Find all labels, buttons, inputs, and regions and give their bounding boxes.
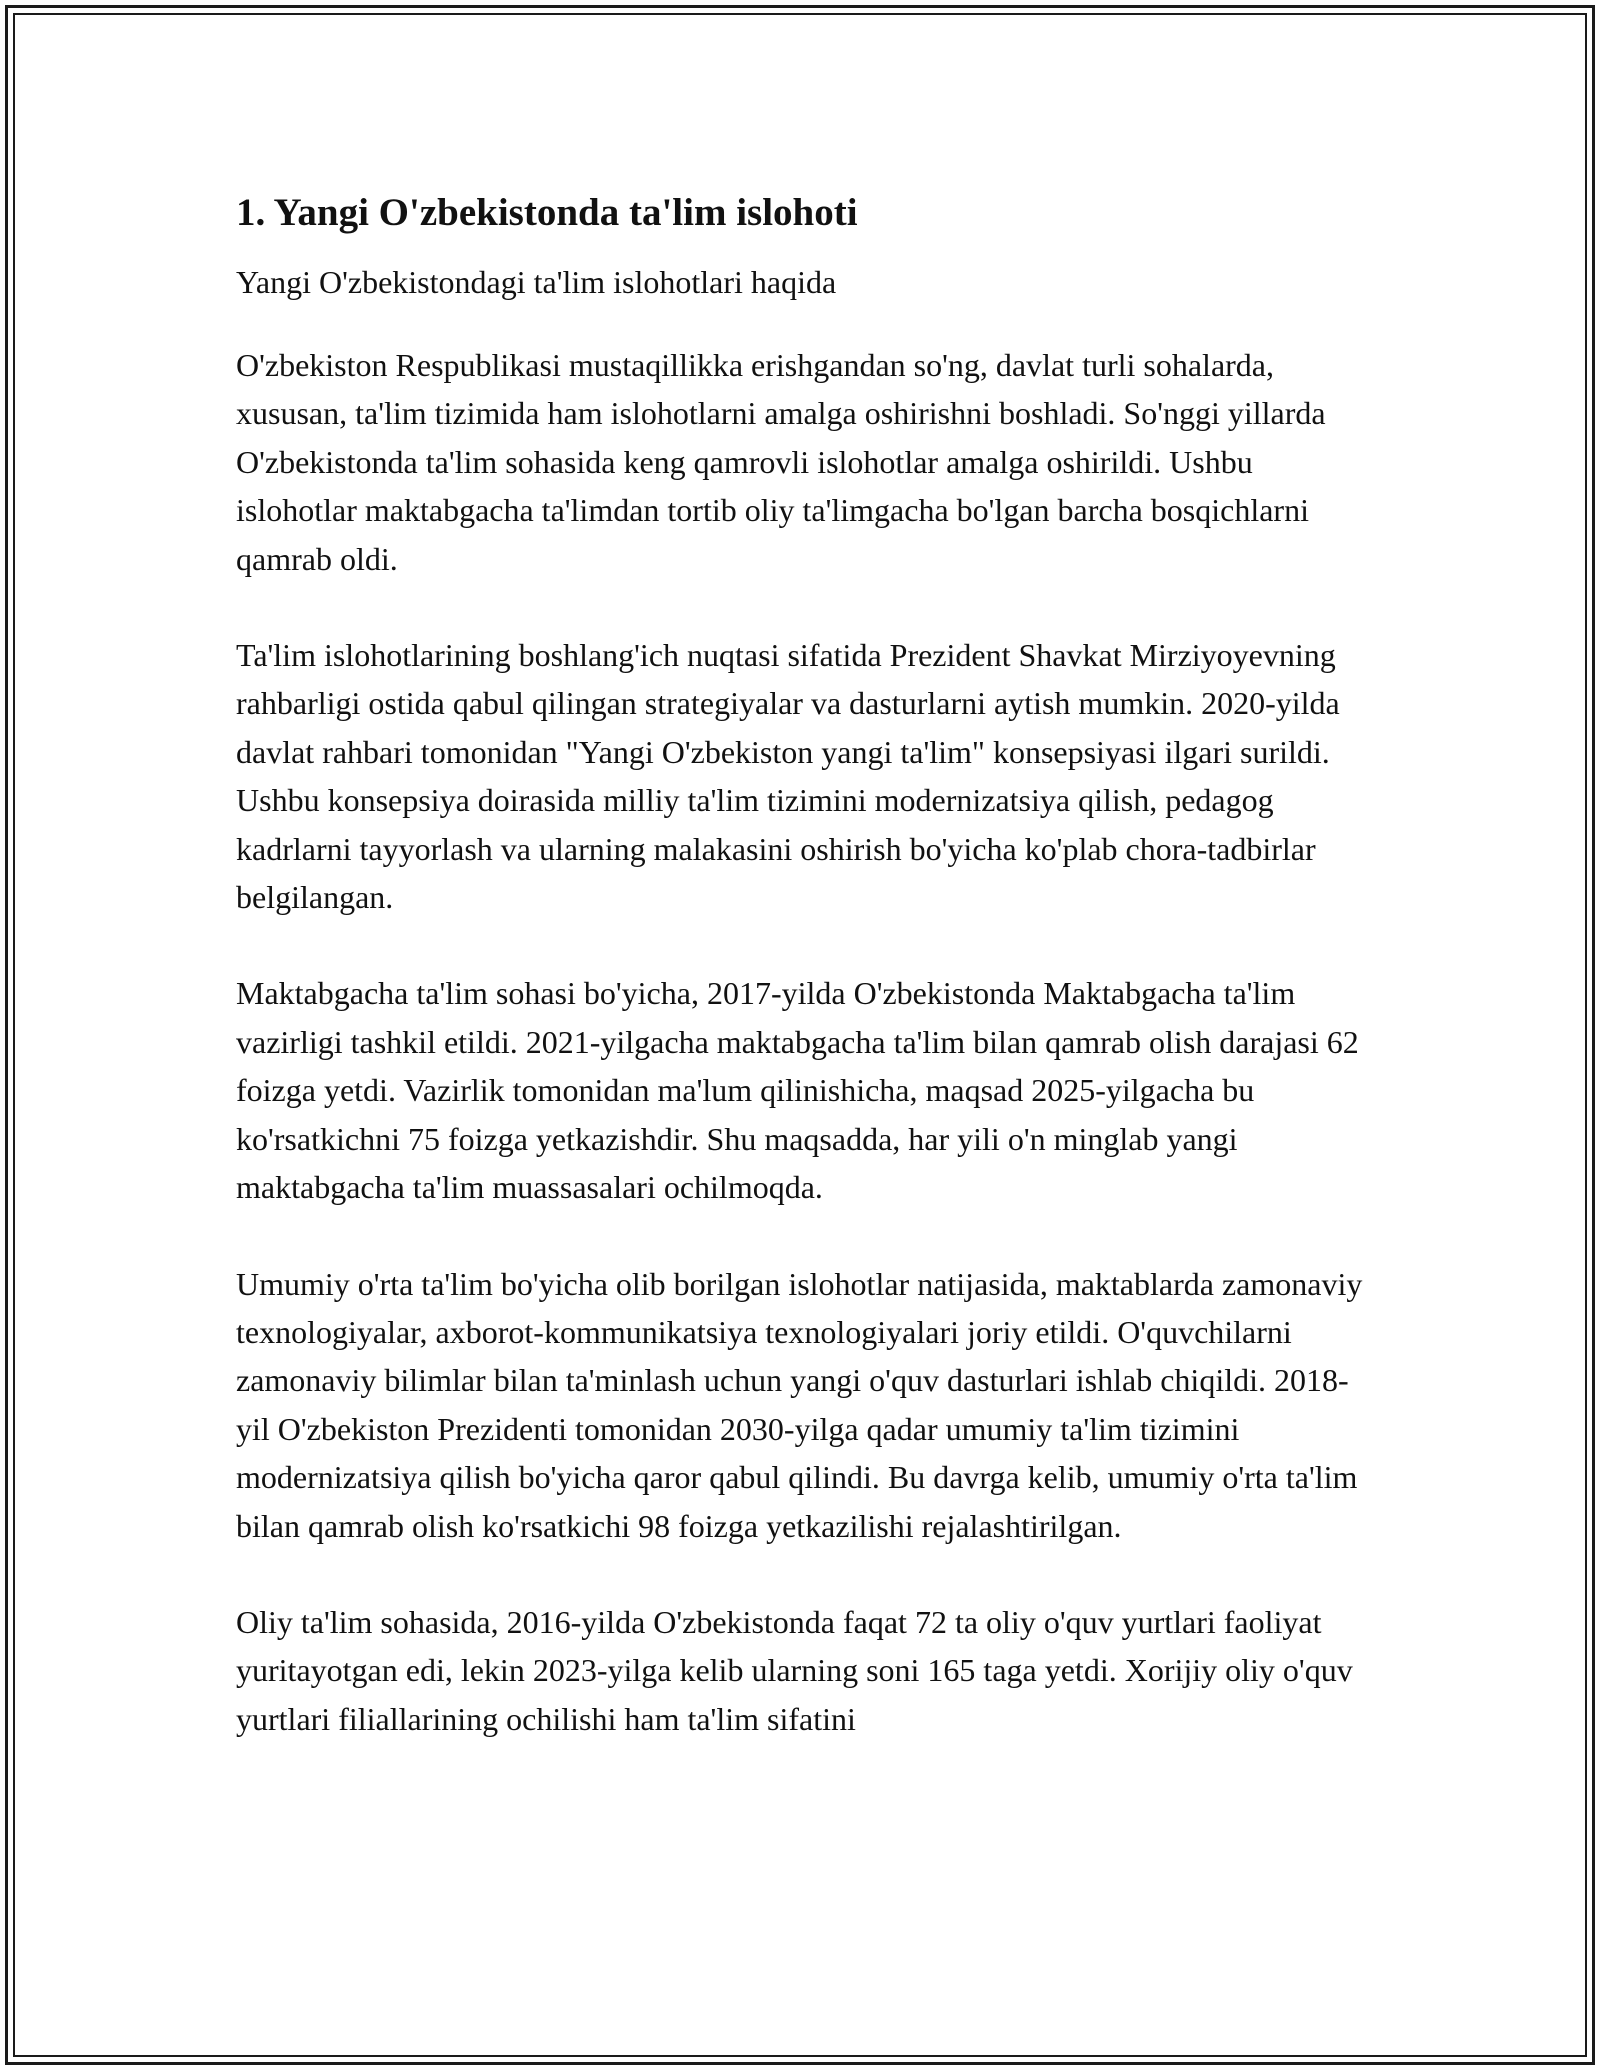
paragraph-4: Umumiy o'rta ta'lim bo'yicha olib borilgan islohotlar natijasida, maktablarda zamonaviy texnologiyalar, axborot-kommunikatsiya texnologiyalari joriy etildi. O'quvchilarni zamonaviy bilimlar bilan ta'minlash uchun yangi o'quv dasturlari ishlab chiqildi. 2018-yil O'zbekiston Prezidenti tomonidan 2030-yilga qadar umumiy ta'lim tizimini modernizatsiya qilish bo'yicha qaror qabul qilindi. Bu davrga kelib, umumiy o'rta ta'lim bilan qamrab olish ko'rsatkichi 98 foizga yetkazilishi rejalashtirilgan. bbox=[236, 1265, 1363, 1544]
paragraph-1: O'zbekiston Respublikasi mustaqillikka erishgandan so'ng, davlat turli sohalarda, xususan, ta'lim tizimida ham islohotlarni amalga oshirishni boshladi. So'nggi yillarda O'zbekistonda ta'lim sohasida keng qamrovli islohotlar amalga oshirildi. Ushbu islohotlar maktabgacha ta'limdan tortib oliy ta'limgacha bo'lgan barcha bosqichlarni qamrab oldi. bbox=[236, 347, 1326, 577]
document-body bbox=[236, 186, 1376, 1791]
paragraph-3: Maktabgacha ta'lim sohasi bo'yicha, 2017-yilda O'zbekistonda Maktabgacha ta'lim vazirligi tashkil etildi. 2021-yilgacha maktabgacha ta'lim bilan qamrab olish darajasi 62 foizga yetdi. Vazirlik tomonidan ma'lum qilinishicha, maqsad 2025-yilgacha bu ko'rsatkichni 75 foizga yetkazishdir. Shu maqsadda, har yili o'n minglab yangi maktabgacha ta'lim muassasalari ochilmoqda. bbox=[236, 975, 1359, 1206]
document-subtitle: Yangi O'zbekistondagi ta'lim islohotlari haqida bbox=[236, 264, 837, 300]
paragraph-5: Oliy ta'lim sohasida, 2016-yilda O'zbekistonda faqat 72 ta oliy o'quv yurtlari faoliyat yuritayotgan edi, lekin 2023-yilga kelib ularning soni 165 taga yetdi. Xorijiy oliy o'quv yurtlari filiallarining ochilishi ham ta'lim sifatini bbox=[236, 1603, 1353, 1737]
document-title: 1. Yangi O'zbekistonda ta'lim islohoti bbox=[236, 191, 858, 234]
paragraph-2: Ta'lim islohotlarining boshlang'ich nuqtasi sifatida Prezident Shavkat Mirziyoyevning rahbarligi ostida qabul qilingan strategiyalar va dasturlarni aytish mumkin. 2020-yilda davlat rahbari tomonidan "Yangi O'zbekiston yangi ta'lim" konsepsiyasi ilgari surildi. Ushbu konsepsiya doirasida milliy ta'lim tizimini modernizatsiya qilish, pedagog kadrlarni tayyorlash va ularning malakasini oshirish bo'yicha ko'plab chora-tadbirlar belgilangan. bbox=[236, 637, 1340, 916]
